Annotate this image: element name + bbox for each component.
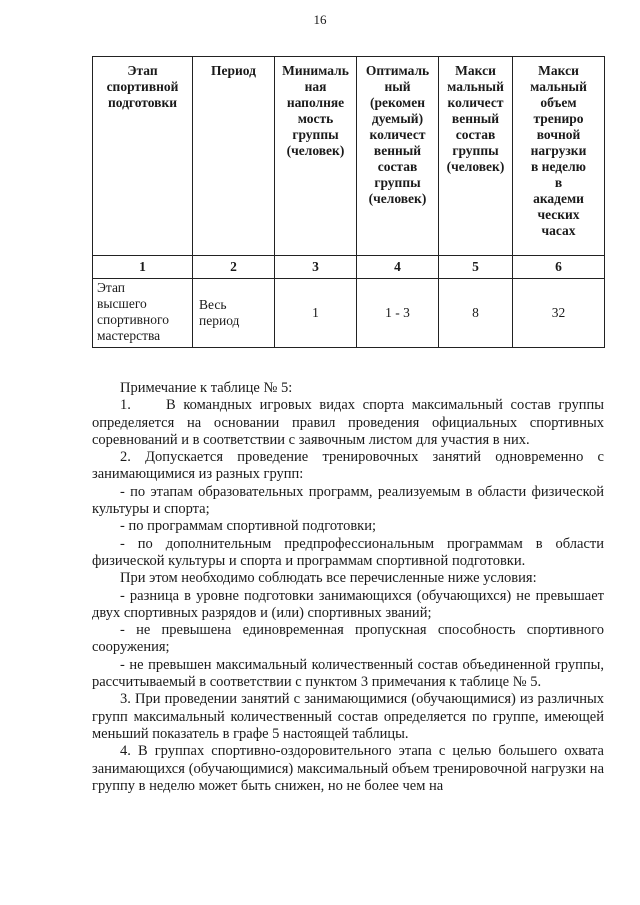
header-stage: Этап спортивной подготовки (93, 57, 193, 256)
header-min-group: Минималь ная наполняе мость группы (человек) (275, 57, 357, 256)
table-notes (92, 380, 604, 795)
column-number: 1 (93, 256, 193, 279)
note-1-text: В командных игровых видах спорта максимальный состав группы определяется на основании правил проведения официальных спортивных соревнований и в соответствии с заявочным листом для участия в них. (92, 397, 604, 448)
column-number: 2 (193, 256, 275, 279)
training-group-table (92, 56, 605, 348)
cell-period: Весь период (193, 279, 275, 348)
note-2-bullet: - по дополнительным предпрофессиональным программам в области физической культуры и спорта и программам спортивной подготовки. (92, 535, 604, 569)
page-number: 16 (313, 12, 327, 27)
header-max-group: Макси мальный количест венный состав группы (человек) (439, 57, 513, 256)
table-header-row (93, 57, 605, 256)
note-2-condition: - разница в уровне подготовки занимающихся (обучающихся) не превышает двух спортивных разрядов и (или) спортивных званий; (92, 587, 604, 621)
note-1-number: 1. (120, 397, 131, 414)
note-4: 4. В группах спортивно-оздоровительного этапа с целью большего охвата занимающихся (обучающимися) максимальный объем тренировочной нагрузки на группу в неделю может быть снижен, но не более чем на (92, 743, 604, 794)
header-period: Период (193, 57, 275, 256)
cell-optimal-group: 1 - 3 (357, 279, 439, 348)
cell-min-group: 1 (275, 279, 357, 348)
column-number: 4 (357, 256, 439, 279)
note-3: 3. При проведении занятий с занимающимися (обучающимися) из различных групп максимальный количественный состав определяется по группе, имеющей меньший показатель в графе 5 настоящей таблицы. (92, 691, 604, 742)
column-number: 5 (439, 256, 513, 279)
header-max-load: Макси мальный объем трениро вочной нагрузки в неделю в академи ческих часах (513, 57, 605, 256)
notes-heading: Примечание к таблице № 5: (120, 380, 293, 396)
cell-max-group: 8 (439, 279, 513, 348)
note-2-condition: - не превышен максимальный количественный состав объединенной группы, рассчитываемый в соответствии с пунктом 3 примечания к таблице № 5. (92, 656, 604, 691)
note-2-conditions: При этом необходимо соблюдать все перечисленные ниже условия: (120, 570, 537, 587)
cell-max-load: 32 (513, 279, 605, 348)
column-number: 6 (513, 256, 605, 279)
table-row (93, 279, 605, 348)
note-2: 2. Допускается проведение тренировочных занятий одновременно с занимающимися из разных групп: (92, 449, 604, 483)
note-1 (92, 397, 604, 449)
note-2-bullet: - по программам спортивной подготовки; (120, 518, 377, 535)
column-number: 3 (275, 256, 357, 279)
cell-stage: Этап высшего спортивного мастерства (93, 279, 193, 348)
note-2-condition: - не превышена единовременная пропускная способность спортивного сооружения; (92, 622, 604, 656)
column-number-row (93, 256, 605, 279)
note-2-bullet: - по этапам образовательных программ, реализуемым в области физической культуры и спорта; (92, 483, 604, 518)
header-optimal-group: Оптималь ный (рекомен дуемый) количест венный состав группы (человек) (357, 57, 439, 256)
